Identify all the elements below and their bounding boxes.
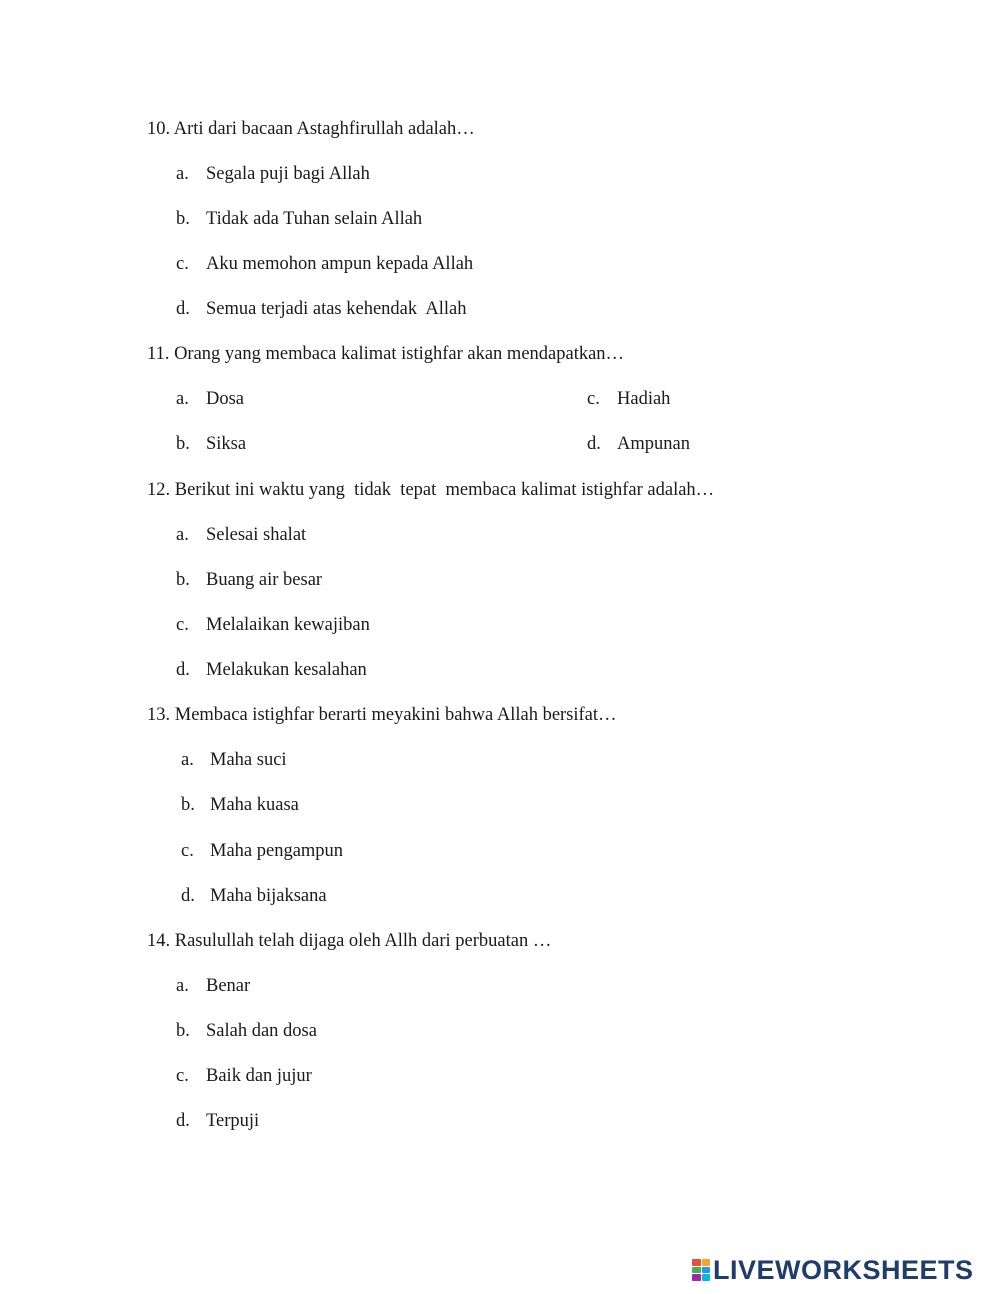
- option-text[interactable]: Terpuji: [206, 1111, 260, 1131]
- question-13: 13. Membaca istighfar berarti meyakini bahwa Allah bersifat…: [147, 705, 617, 725]
- option-text[interactable]: Maha kuasa: [210, 795, 299, 815]
- option-text[interactable]: Melakukan kesalahan: [206, 660, 367, 680]
- option-text[interactable]: Maha bijaksana: [210, 886, 327, 906]
- liveworksheets-logo: [692, 1254, 992, 1286]
- option-text[interactable]: Hadiah: [617, 389, 671, 409]
- option-text[interactable]: Salah dan dosa: [206, 1021, 317, 1041]
- option-letter: a.: [181, 750, 194, 770]
- question-14: 14. Rasulullah telah dijaga oleh Allh dari perbuatan …: [147, 931, 552, 951]
- option-letter: b.: [176, 570, 190, 590]
- option-text[interactable]: Selesai shalat: [206, 525, 307, 545]
- option-letter: d.: [587, 434, 601, 454]
- option-text[interactable]: Buang air besar: [206, 570, 323, 590]
- option-letter: b.: [176, 1021, 190, 1041]
- option-letter: c.: [176, 1066, 189, 1086]
- option-letter: b.: [176, 209, 190, 229]
- option-text[interactable]: Tidak ada Tuhan selain Allah: [206, 209, 423, 229]
- option-letter: a.: [176, 525, 189, 545]
- question-12: 12. Berikut ini waktu yang tidak tepat membaca kalimat istighfar adalah…: [147, 480, 715, 500]
- option-text[interactable]: Baik dan jujur: [206, 1066, 312, 1086]
- option-text[interactable]: Melalaikan kewajiban: [206, 615, 370, 635]
- option-letter: c.: [587, 389, 600, 409]
- liveworksheets-logo-icon: [692, 1259, 710, 1281]
- option-text[interactable]: Benar: [206, 976, 251, 996]
- option-letter: a.: [176, 389, 189, 409]
- option-text[interactable]: Aku memohon ampun kepada Allah: [206, 254, 474, 274]
- option-letter: b.: [181, 795, 195, 815]
- question-10: 10. Arti dari bacaan Astaghfirullah adalah…: [147, 119, 475, 139]
- logo-text: LIVEWORKSHEETS: [713, 1255, 974, 1285]
- question-11: 11. Orang yang membaca kalimat istighfar akan mendapatkan…: [147, 344, 625, 364]
- option-text[interactable]: Segala puji bagi Allah: [206, 164, 370, 184]
- option-letter: d.: [181, 886, 195, 906]
- option-letter: c.: [181, 841, 194, 861]
- option-letter: d.: [176, 1111, 190, 1131]
- option-letter: c.: [176, 615, 189, 635]
- option-letter: d.: [176, 660, 190, 680]
- option-text[interactable]: Semua terjadi atas kehendak Allah: [206, 299, 467, 319]
- option-text[interactable]: Maha pengampun: [210, 841, 344, 861]
- option-text[interactable]: Ampunan: [617, 434, 690, 454]
- option-letter: d.: [176, 299, 190, 319]
- option-text[interactable]: Dosa: [206, 389, 245, 409]
- option-letter: a.: [176, 164, 189, 184]
- option-letter: b.: [176, 434, 190, 454]
- option-letter: a.: [176, 976, 189, 996]
- option-letter: c.: [176, 254, 189, 274]
- option-text[interactable]: Maha suci: [210, 750, 287, 770]
- option-text[interactable]: Siksa: [206, 434, 247, 454]
